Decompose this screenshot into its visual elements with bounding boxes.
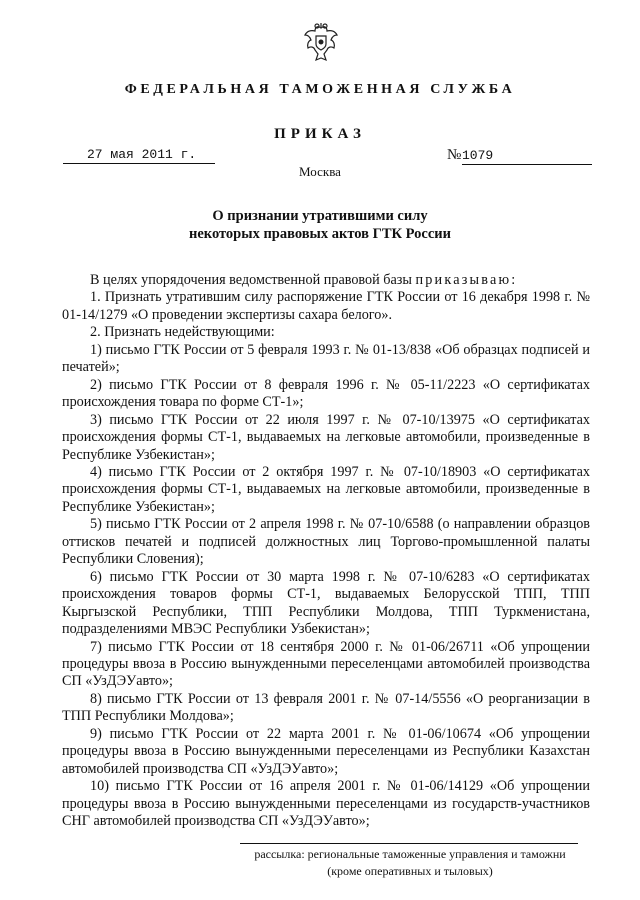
list-item-3: 3) письмо ГТК России от 22 июля 1997 г. № 07-10/13975 «О сертификатах происхождения формы СТ-1, выдаваемых на легковые автомобили, произведенные в Республике Узбекистан»; — [62, 411, 590, 463]
coat-of-arms-emblem — [302, 22, 340, 66]
paragraph-2: 2. Признать недействующими: — [90, 324, 275, 341]
intro-text: В целях упорядочения ведомственной правовой базы — [90, 272, 416, 288]
distribution-divider — [240, 843, 578, 844]
distribution-line-2: (кроме оперативных и тыловых) — [327, 864, 493, 878]
document-body — [62, 272, 590, 831]
city: Москва — [299, 164, 341, 179]
order-date: 27 мая 2011 г. — [63, 147, 215, 164]
order-verb: приказываю: — [415, 272, 518, 288]
order-number — [462, 148, 592, 165]
list-item-9: 9) письмо ГТК России от 22 марта 2001 г. № 01-06/10674 «Об упрощении процедуры ввоза в Россию вынужденными переселенцами из Республики Казахстан автомобилей производства СП «УзДЭУавто»; — [62, 725, 590, 777]
list-item-5: 5) письмо ГТК России от 2 апреля 1998 г. № 07-10/6588 (о направлении образцов оттисков печатей и подписей должностных лиц Торгово-промышленной палаты Республики Словения); — [62, 516, 590, 568]
order-number-value: 1079 — [462, 148, 494, 163]
distribution-note — [240, 846, 580, 880]
list-item-6: 6) письмо ГТК России от 30 марта 1998 г. № 07-10/6283 «О сертификатах происхождения товаров формы СТ-1, выдаваемых Белорусской ТПП, ТПП Кыргызской Республики, ТПП Республики Молдова, ТПП Туркменистана, подразделениями МВЭС Республики Узбекистан»; — [62, 568, 590, 638]
title-line-2: некоторых правовых актов ГТК России — [188, 226, 451, 242]
title-line-1: О признании утратившими силу — [212, 208, 428, 224]
list-item-2: 2) письмо ГТК России от 8 февраля 1996 г. № 05-11/2223 «О сертификатах происхождения товара по форме СТ-1»; — [62, 376, 590, 411]
intro-paragraph — [62, 272, 590, 289]
list-item-1: 1) письмо ГТК России от 5 февраля 1993 г. № 01-13/838 «Об образцах подписей и печатей»; — [62, 341, 590, 376]
agency-name: ФЕДЕРАЛЬНАЯ ТАМОЖЕННАЯ СЛУЖБА — [124, 82, 516, 97]
document-title — [0, 207, 640, 243]
paragraph-1: 1. Признать утратившим силу распоряжение ГТК России от 16 декабря 1998 г. № 01-14/1279 «О проведении экспертизы сахара белого». — [62, 289, 590, 323]
document-type: ПРИКАЗ — [274, 126, 366, 142]
list-item-7: 7) письмо ГТК России от 18 сентября 2000 г. № 01-06/26711 «Об упрощении процедуры ввоза в Россию вынужденными переселенцами автомобилей производства СП «УзДЭУавто»; — [62, 638, 590, 690]
list-item-4: 4) письмо ГТК России от 2 октября 1997 г. № 07-10/18903 «О сертификатах происхождения формы СТ-1, выдаваемых на легковые автомобили, произведенные в Республике Узбекистан»; — [62, 463, 590, 515]
number-label: № — [447, 147, 462, 163]
distribution-line-1: рассылка: региональные таможенные управления и таможни — [254, 847, 566, 861]
list-item-8: 8) письмо ГТК России от 13 февраля 2001 г. № 07-14/5556 «О реорганизации в ТПП Республики Молдова»; — [62, 690, 590, 725]
list-item-10: 10) письмо ГТК России от 16 апреля 2001 г. № 01-06/14129 «Об упрощении процедуры ввоза в Россию вынужденными переселенцами из государств-участников СНГ автомобилей производства СП «УзДЭУавто»; — [62, 778, 590, 830]
